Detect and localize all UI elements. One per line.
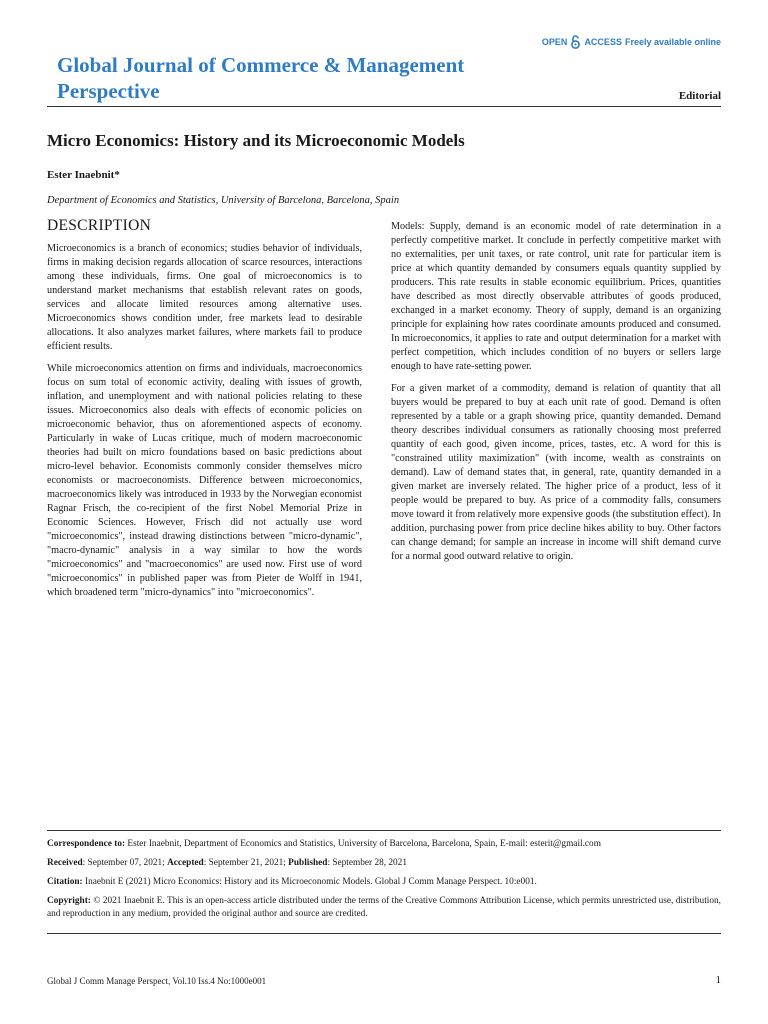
author-name: Ester Inaebnit* [47,169,120,181]
accepted-label: Accepted [167,858,204,868]
journal-title: Global Journal of Commerce & Management Perspective [57,53,465,103]
left-column [47,216,362,608]
right-column [391,220,721,572]
citation-label: Citation: [47,877,83,887]
dates-note [47,857,721,870]
body-paragraph: Models: Supply, demand is an economic model of rate determination in a perfectly competitive market. It conclude in perfectly competitive market with no externalities, per unit taxes, or rate control, unit rate for particular item is price at which quantity demanded by consumers equals quantity supplied by producers. This rate results in stable economic equilibrium. Prices, quantities have described as most directly observable attributes of goods produced, exchanged in a market economy. Theory of supply, demand is an organizing principle for explaining how rates coordinate amounts produced and consumed. In microeconomics, it applies to rate and output determination for a market with perfect competition, which includes condition of no buyers or sellers large enough to have rate-setting power. [391,221,721,372]
author-affiliation: Department of Economics and Statistics, University of Barcelona, Barcelona, Spain [47,195,400,206]
open-access-badge [542,35,721,49]
received-date: : September 07, 2021; [82,858,168,868]
body-paragraph: Microeconomics is a branch of economics; studies behavior of individuals, firms in making decision regards allocation of scarce resources, interactions among these individuals, firms. One goal of microeconomics is to understand market mechanisms that establish relevant rates on goods, services and allocate limited resources among alternative uses. Microeconomics shows condition under, free markets lead to desirable allocations. It also analyzes market failures, where markets fail to produce efficient results. [47,243,362,352]
published-date: : September 28, 2021 [327,858,407,868]
footer-citation: Global J Comm Manage Perspect, Vol.10 Iss.4 No:1000e001 [47,976,267,986]
open-lock-icon [570,35,581,49]
accepted-date: : September 21, 2021; [203,858,289,868]
copyright-text: © 2021 Inaebnit E. This is an open-access article distributed under the terms of the Creative Commons Attribution License, which permits unrestricted use, distribution, and reproduction in any medium, provided the original author and source are credited. [47,896,721,919]
oa-freely-text: Freely available online [624,37,721,47]
page-number: 1 [715,974,721,986]
correspondence-note [47,838,721,851]
body-paragraph: While microeconomics attention on firms and individuals, macroeconomics focus on sum total of economic activity, dealing with issues of growth, inflation, and unemployment and with national policies relating to these issues. Microeconomics also deals with effects of economic policies on microeconomic behavior, thus on aforementioned aspects of economy. Particularly in wake of Lucas critique, much of modern macroeconomic theories had built on micro foundations based on basic predictions about micro-level behavior. Economists commonly consider themselves micro economists or macroeconomists. Difference between microeconomics, macroeconomics likely was introduced in 1933 by the Norwegian economist Ragnar Frisch, the co-recipient of the first Nobel Memorial Prize in Economic Sciences. However, Frisch did not actually use word "microeconomics", instead drawing distinctions between "micro-dynamic", "macro-dynamic" analysis in a way similar to how the words "microeconomics" and "macroeconomics" are used now. First use of word "microeconomics" in published paper was from Pieter de Wolff in 1941, which broadened term "micro-dynamics" into "microeconomics". [47,363,362,598]
section-heading: DESCRIPTION [47,217,152,234]
body-paragraph: For a given market of a commodity, demand is relation of quantity that all buyers would be prepared to buy at each unit rate of good. Demand is often represented by a table or a graph showing price, quantity demanded. Demand theory describes individual consumers as rationally choosing most preferred quantity of each good, given income, prices, tastes, etc. A word for this is "constrained utility maximization" (with income, wealth as constraints on demand). Law of demand states that, in general, rate, quantity demanded in a given market are inversely related. The higher price of a product, less of it people would be prepared to buy. As price of a commodity falls, consumers move toward it from relatively more expensive goods (the substitution effect). In addition, purchasing power from price decline hikes ability to buy. Other factors can change demand; for sample an increase in income will shift demand curve for a normal good outward relative to origin. [391,383,721,562]
published-label: Published [288,858,328,868]
correspondence-label: Correspondence to: [47,839,126,849]
citation-note [47,876,721,889]
article-notes [47,838,721,927]
citation-text: Inaebnit E (2021) Micro Economics: History and its Microeconomic Models. Global J Comm Manage Perspect. 10:e001. [84,877,537,887]
received-label: Received [47,858,83,868]
oa-access-text: ACCESS [584,37,622,47]
article-title: Micro Economics: History and its Microeconomic Models [47,131,465,150]
notes-divider-top [47,830,721,831]
header-divider [47,106,721,107]
correspondence-text: Ester Inaebnit, Department of Economics and Statistics, University of Barcelona, Barcelona, Spain, E-mail: esterit@gmail.com [127,839,601,849]
copyright-label: Copyright: [47,896,91,906]
article-type: Editorial [678,90,721,102]
notes-divider-bottom [47,933,721,934]
oa-open-text: OPEN [541,37,568,47]
copyright-note [47,895,721,921]
